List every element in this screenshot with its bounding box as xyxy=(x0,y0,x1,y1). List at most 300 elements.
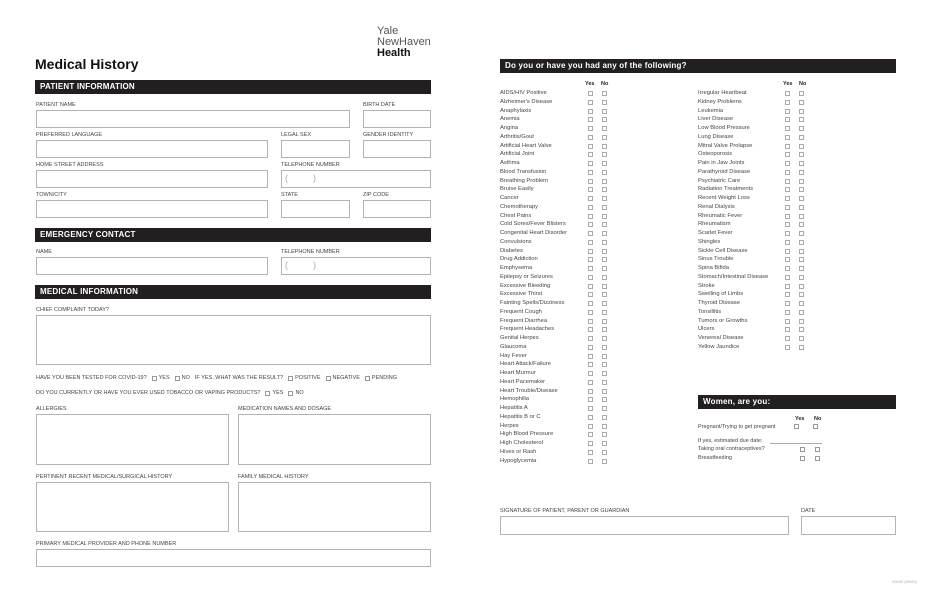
medical-information-header: MEDICAL INFORMATION xyxy=(35,285,431,299)
logo-line-2: NewHaven xyxy=(377,36,431,48)
condition-row xyxy=(500,395,620,404)
women-no-header: No xyxy=(814,416,822,422)
condition-no-checkbox[interactable] xyxy=(602,441,607,446)
condition-no-checkbox[interactable] xyxy=(602,214,607,219)
condition-label: Mitral Valve Prolapse xyxy=(698,142,753,149)
condition-no-checkbox[interactable] xyxy=(602,187,607,192)
condition-label: Chemotherapy xyxy=(500,203,539,210)
condition-yes-checkbox[interactable] xyxy=(785,345,790,350)
condition-row xyxy=(698,317,818,326)
covid-no-checkbox[interactable] xyxy=(175,376,180,381)
page-title: Medical History xyxy=(35,56,139,72)
condition-yes-checkbox[interactable] xyxy=(588,406,593,411)
condition-yes-checkbox[interactable] xyxy=(785,240,790,245)
condition-yes-checkbox[interactable] xyxy=(588,441,593,446)
condition-no-checkbox[interactable] xyxy=(602,310,607,315)
condition-no-checkbox[interactable] xyxy=(602,406,607,411)
condition-row xyxy=(500,229,620,238)
condition-row xyxy=(500,317,620,326)
condition-no-checkbox[interactable] xyxy=(602,152,607,157)
covid-result-question: IF YES, WHAT WAS THE RESULT? xyxy=(194,375,284,381)
condition-no-checkbox[interactable] xyxy=(799,170,804,175)
condition-no-checkbox[interactable] xyxy=(799,91,804,96)
medication-label: MEDICATION NAMES AND DOSAGE xyxy=(238,406,332,412)
condition-label: Heart Pacemaker xyxy=(500,378,546,385)
condition-row xyxy=(500,422,620,431)
condition-no-checkbox[interactable] xyxy=(602,345,607,350)
covid-question-text: HAVE YOU BEEN TESTED FOR COVID-19? xyxy=(36,375,147,381)
condition-yes-checkbox[interactable] xyxy=(588,179,593,184)
condition-no-checkbox[interactable] xyxy=(602,231,607,236)
condition-yes-checkbox[interactable] xyxy=(588,187,593,192)
condition-label: Cold Sores/Fever Blisters xyxy=(500,221,566,228)
condition-label: Rheumatism xyxy=(698,221,731,228)
condition-no-checkbox[interactable] xyxy=(799,266,804,271)
condition-yes-checkbox[interactable] xyxy=(588,371,593,376)
condition-no-checkbox[interactable] xyxy=(602,284,607,289)
condition-row xyxy=(698,168,818,177)
condition-row xyxy=(698,159,818,168)
town-city-field[interactable] xyxy=(36,200,268,218)
condition-no-checkbox[interactable] xyxy=(602,336,607,341)
condition-label: Parathyroid Disease xyxy=(698,168,751,175)
condition-no-checkbox[interactable] xyxy=(799,301,804,306)
condition-yes-checkbox[interactable] xyxy=(785,135,790,140)
condition-row xyxy=(500,430,620,439)
condition-label: Irregular Heartbeat xyxy=(698,90,747,96)
condition-yes-checkbox[interactable] xyxy=(588,459,593,464)
condition-yes-checkbox[interactable] xyxy=(785,126,790,131)
condition-no-checkbox[interactable] xyxy=(602,397,607,402)
condition-yes-checkbox[interactable] xyxy=(588,397,593,402)
condition-row xyxy=(500,360,620,369)
condition-yes-checkbox[interactable] xyxy=(588,450,593,455)
condition-label: Thyroid Disease xyxy=(698,300,740,306)
condition-row xyxy=(698,107,818,116)
condition-row xyxy=(698,343,818,352)
condition-yes-checkbox[interactable] xyxy=(785,196,790,201)
condition-no-checkbox[interactable] xyxy=(799,327,804,332)
chief-complaint-label: CHIEF COMPLAINT TODAY? xyxy=(36,307,109,313)
condition-no-checkbox[interactable] xyxy=(602,362,607,367)
condition-yes-checkbox[interactable] xyxy=(588,135,593,140)
telephone-number-label: TELEPHONE NUMBER xyxy=(281,162,340,168)
condition-row xyxy=(698,229,818,238)
condition-no-checkbox[interactable] xyxy=(799,345,804,350)
condition-no-checkbox[interactable] xyxy=(602,135,607,140)
condition-label: Sinus Trouble xyxy=(698,256,734,263)
ec-telephone-field[interactable] xyxy=(281,257,431,275)
condition-label: Leukemia xyxy=(698,107,724,114)
condition-yes-checkbox[interactable] xyxy=(785,170,790,175)
condition-no-checkbox[interactable] xyxy=(602,292,607,297)
condition-yes-checkbox[interactable] xyxy=(588,362,593,367)
condition-label: Spina Bifida xyxy=(698,265,729,271)
condition-no-checkbox[interactable] xyxy=(602,117,607,122)
condition-label: Stomach/Intestinal Disease xyxy=(698,273,769,280)
home-street-address-field[interactable] xyxy=(36,170,268,188)
condition-label: Venereal Disease xyxy=(698,335,744,341)
condition-yes-checkbox[interactable] xyxy=(588,214,593,219)
chief-complaint-field[interactable] xyxy=(36,315,431,365)
condition-yes-checkbox[interactable] xyxy=(785,179,790,184)
primary-provider-field[interactable] xyxy=(36,549,431,567)
condition-label: Blood Transfusion xyxy=(500,168,547,175)
condition-label: Chest Pains xyxy=(500,212,532,219)
condition-label: Radiation Treatments xyxy=(698,186,754,193)
contraceptives-no-checkbox[interactable] xyxy=(815,447,820,452)
condition-yes-checkbox[interactable] xyxy=(785,292,790,297)
condition-yes-checkbox[interactable] xyxy=(588,292,593,297)
condition-label: Psychiatric Care xyxy=(698,177,741,184)
condition-row xyxy=(500,343,620,352)
zip-code-field[interactable] xyxy=(363,200,431,218)
condition-yes-checkbox[interactable] xyxy=(785,100,790,105)
condition-no-checkbox[interactable] xyxy=(602,319,607,324)
condition-label: Pain in Jaw Joints xyxy=(698,160,745,166)
birth-date-label: BIRTH DATE xyxy=(363,102,396,108)
left-no-header: No xyxy=(601,81,609,87)
signature-label: SIGNATURE OF PATIENT, PARENT OR GUARDIAN xyxy=(500,508,630,514)
gender-identity-field[interactable] xyxy=(363,140,431,158)
condition-label: Hepatitis A xyxy=(500,405,528,411)
condition-no-checkbox[interactable] xyxy=(602,222,607,227)
ec-area-code-open-paren: ( xyxy=(285,260,288,270)
condition-yes-checkbox[interactable] xyxy=(588,117,593,122)
condition-no-checkbox[interactable] xyxy=(602,100,607,105)
condition-yes-checkbox[interactable] xyxy=(785,144,790,149)
patient-name-field[interactable] xyxy=(36,110,350,128)
gender-identity-label: GENDER IDENTITY xyxy=(363,132,414,138)
covid-yes-label: YES xyxy=(158,375,170,381)
condition-yes-checkbox[interactable] xyxy=(785,275,790,280)
condition-no-checkbox[interactable] xyxy=(602,380,607,385)
signature-field[interactable] xyxy=(500,516,789,535)
condition-row xyxy=(500,290,620,299)
negative-checkbox[interactable] xyxy=(326,376,331,381)
condition-yes-checkbox[interactable] xyxy=(785,91,790,96)
legal-sex-label: LEGAL SEX xyxy=(281,132,312,138)
condition-no-checkbox[interactable] xyxy=(602,275,607,280)
condition-no-checkbox[interactable] xyxy=(602,126,607,131)
condition-row xyxy=(500,150,620,159)
covid-no-label: NO xyxy=(181,375,190,381)
home-street-address-label: HOME STREET ADDRESS xyxy=(36,162,104,168)
pregnant-no-checkbox[interactable] xyxy=(813,424,818,429)
condition-row xyxy=(698,247,818,256)
condition-no-checkbox[interactable] xyxy=(602,240,607,245)
contraceptives-yes-checkbox[interactable] xyxy=(800,447,805,452)
positive-label: POSITIVE xyxy=(295,375,321,381)
condition-yes-checkbox[interactable] xyxy=(588,170,593,175)
condition-row xyxy=(500,448,620,457)
state-field[interactable] xyxy=(281,200,350,218)
condition-label: Artificial Joint xyxy=(500,151,535,158)
condition-no-checkbox[interactable] xyxy=(799,292,804,297)
condition-row xyxy=(698,255,818,264)
condition-yes-checkbox[interactable] xyxy=(785,336,790,341)
condition-no-checkbox[interactable] xyxy=(799,152,804,157)
condition-no-checkbox[interactable] xyxy=(602,91,607,96)
condition-yes-checkbox[interactable] xyxy=(588,109,593,114)
condition-yes-checkbox[interactable] xyxy=(588,310,593,315)
condition-yes-checkbox[interactable] xyxy=(588,205,593,210)
condition-yes-checkbox[interactable] xyxy=(588,319,593,324)
condition-yes-checkbox[interactable] xyxy=(785,327,790,332)
condition-row xyxy=(500,378,620,387)
surgical-history-label: PERTINENT RECENT MEDICAL/SURGICAL HISTORY xyxy=(36,474,173,480)
condition-yes-checkbox[interactable] xyxy=(785,205,790,210)
condition-yes-checkbox[interactable] xyxy=(588,424,593,429)
condition-yes-checkbox[interactable] xyxy=(588,327,593,332)
tobacco-no-checkbox[interactable] xyxy=(288,391,293,396)
condition-no-checkbox[interactable] xyxy=(799,205,804,210)
signature-date-label: DATE xyxy=(801,508,816,514)
condition-no-checkbox[interactable] xyxy=(799,257,804,262)
condition-yes-checkbox[interactable] xyxy=(588,152,593,157)
condition-label: Convulsions xyxy=(500,238,532,245)
condition-row xyxy=(698,264,818,273)
condition-yes-checkbox[interactable] xyxy=(588,196,593,201)
condition-no-checkbox[interactable] xyxy=(602,415,607,420)
patient-name-label: PATIENT NAME xyxy=(36,102,76,108)
condition-no-checkbox[interactable] xyxy=(799,275,804,280)
condition-yes-checkbox[interactable] xyxy=(588,275,593,280)
condition-no-checkbox[interactable] xyxy=(799,222,804,227)
condition-yes-checkbox[interactable] xyxy=(588,336,593,341)
preferred-language-label: PREFERRED LANGUAGE xyxy=(36,132,103,138)
condition-yes-checkbox[interactable] xyxy=(588,161,593,166)
condition-yes-checkbox[interactable] xyxy=(588,415,593,420)
condition-label: Heart Murmur xyxy=(500,370,536,376)
condition-no-checkbox[interactable] xyxy=(602,301,607,306)
condition-no-checkbox[interactable] xyxy=(799,117,804,122)
condition-yes-checkbox[interactable] xyxy=(785,152,790,157)
covid-yes-checkbox[interactable] xyxy=(152,376,157,381)
condition-yes-checkbox[interactable] xyxy=(785,231,790,236)
condition-yes-checkbox[interactable] xyxy=(588,380,593,385)
condition-yes-checkbox[interactable] xyxy=(785,187,790,192)
condition-row xyxy=(500,457,620,466)
condition-yes-checkbox[interactable] xyxy=(785,310,790,315)
signature-date-field[interactable] xyxy=(801,516,896,535)
condition-label: Scarlet Fever xyxy=(698,230,733,236)
condition-no-checkbox[interactable] xyxy=(602,179,607,184)
preferred-language-field[interactable] xyxy=(36,140,268,158)
condition-label: Fainting Spells/Dizziness xyxy=(500,300,565,306)
allergies-field[interactable] xyxy=(36,414,229,465)
condition-label: Genital Herpes xyxy=(500,335,539,341)
condition-no-checkbox[interactable] xyxy=(799,249,804,254)
area-code-open-paren: ( xyxy=(285,173,288,183)
condition-yes-checkbox[interactable] xyxy=(588,284,593,289)
breastfeeding-label: Breastfeeding xyxy=(698,455,732,461)
condition-label: Heart Attack/Failure xyxy=(500,361,551,368)
condition-yes-checkbox[interactable] xyxy=(785,249,790,254)
condition-row xyxy=(698,194,818,203)
condition-label: Rheumatic Fever xyxy=(698,212,743,219)
condition-no-checkbox[interactable] xyxy=(602,144,607,149)
condition-row xyxy=(500,185,620,194)
condition-label: Alzheimer's Disease xyxy=(500,98,553,105)
condition-row xyxy=(500,142,620,151)
condition-label: Hives or Rash xyxy=(500,448,537,455)
condition-no-checkbox[interactable] xyxy=(799,161,804,166)
conditions-list-right xyxy=(698,89,818,352)
condition-no-checkbox[interactable] xyxy=(799,100,804,105)
area-code-close-paren: ) xyxy=(313,173,316,183)
condition-yes-checkbox[interactable] xyxy=(785,214,790,219)
condition-no-checkbox[interactable] xyxy=(799,284,804,289)
legal-sex-field[interactable] xyxy=(281,140,350,158)
surgical-history-field[interactable] xyxy=(36,482,229,532)
condition-no-checkbox[interactable] xyxy=(602,354,607,359)
condition-row xyxy=(698,220,818,229)
condition-row xyxy=(698,212,818,221)
condition-no-checkbox[interactable] xyxy=(602,266,607,271)
condition-label: Excessive Bleeding xyxy=(500,282,551,289)
condition-row xyxy=(500,334,620,343)
condition-yes-checkbox[interactable] xyxy=(588,240,593,245)
condition-no-checkbox[interactable] xyxy=(799,319,804,324)
condition-label: Liver Disease xyxy=(698,116,734,123)
condition-no-checkbox[interactable] xyxy=(799,336,804,341)
condition-row xyxy=(698,177,818,186)
breastfeeding-no-checkbox[interactable] xyxy=(815,456,820,461)
condition-label: Yellow Jaundice xyxy=(698,343,740,350)
condition-yes-checkbox[interactable] xyxy=(785,117,790,122)
condition-row xyxy=(500,159,620,168)
condition-no-checkbox[interactable] xyxy=(602,161,607,166)
women-header: Women, are you: xyxy=(698,395,896,409)
ec-name-field[interactable] xyxy=(36,257,268,275)
condition-yes-checkbox[interactable] xyxy=(588,91,593,96)
condition-label: Artificial Heart Valve xyxy=(500,142,552,149)
condition-label: Emphysema xyxy=(500,265,533,271)
condition-no-checkbox[interactable] xyxy=(799,109,804,114)
pending-checkbox[interactable] xyxy=(365,376,370,381)
condition-no-checkbox[interactable] xyxy=(602,450,607,455)
condition-row xyxy=(500,107,620,116)
logo-line-3: Health xyxy=(377,47,411,59)
condition-no-checkbox[interactable] xyxy=(602,432,607,437)
condition-row xyxy=(500,220,620,229)
condition-no-checkbox[interactable] xyxy=(602,424,607,429)
condition-row xyxy=(500,273,620,282)
condition-no-checkbox[interactable] xyxy=(602,109,607,114)
condition-yes-checkbox[interactable] xyxy=(588,345,593,350)
condition-row xyxy=(500,115,620,124)
condition-no-checkbox[interactable] xyxy=(799,214,804,219)
condition-yes-checkbox[interactable] xyxy=(588,389,593,394)
yale-newhaven-health-logo xyxy=(377,26,431,59)
covid-question-row xyxy=(36,375,397,381)
women-yes-header: Yes xyxy=(795,416,805,422)
condition-no-checkbox[interactable] xyxy=(602,389,607,394)
right-no-header: No xyxy=(799,81,807,87)
due-date-line[interactable] xyxy=(770,443,822,444)
condition-no-checkbox[interactable] xyxy=(799,187,804,192)
condition-label: AIDS/HIV Positive xyxy=(500,90,547,96)
condition-yes-checkbox[interactable] xyxy=(588,126,593,131)
logo-line-1: Yale xyxy=(377,25,399,37)
medication-field[interactable] xyxy=(238,414,431,465)
condition-row xyxy=(500,308,620,317)
condition-row xyxy=(698,115,818,124)
condition-row xyxy=(500,282,620,291)
condition-no-checkbox[interactable] xyxy=(799,310,804,315)
condition-no-checkbox[interactable] xyxy=(799,196,804,201)
condition-no-checkbox[interactable] xyxy=(799,144,804,149)
telephone-number-field[interactable] xyxy=(281,170,431,188)
tobacco-no-label: NO xyxy=(295,390,304,396)
tobacco-question-row xyxy=(36,390,304,396)
condition-yes-checkbox[interactable] xyxy=(588,144,593,149)
condition-no-checkbox[interactable] xyxy=(602,170,607,175)
condition-no-checkbox[interactable] xyxy=(602,257,607,262)
tobacco-yes-checkbox[interactable] xyxy=(265,391,270,396)
condition-yes-checkbox[interactable] xyxy=(588,231,593,236)
condition-row xyxy=(500,404,620,413)
state-label: STATE xyxy=(281,192,298,198)
condition-no-checkbox[interactable] xyxy=(799,240,804,245)
condition-yes-checkbox[interactable] xyxy=(588,354,593,359)
condition-no-checkbox[interactable] xyxy=(602,371,607,376)
conditions-header: Do you or have you had any of the following? xyxy=(500,59,896,73)
birth-date-field[interactable] xyxy=(363,110,431,128)
condition-no-checkbox[interactable] xyxy=(602,249,607,254)
condition-no-checkbox[interactable] xyxy=(799,126,804,131)
due-date-label: If yes, estimated due date: xyxy=(698,438,763,444)
condition-yes-checkbox[interactable] xyxy=(785,222,790,227)
condition-row xyxy=(698,133,818,142)
condition-yes-checkbox[interactable] xyxy=(785,257,790,262)
condition-yes-checkbox[interactable] xyxy=(785,284,790,289)
contraceptives-label: Taking oral contraceptives? xyxy=(698,446,765,452)
condition-yes-checkbox[interactable] xyxy=(785,266,790,271)
condition-yes-checkbox[interactable] xyxy=(785,109,790,114)
condition-no-checkbox[interactable] xyxy=(799,179,804,184)
condition-yes-checkbox[interactable] xyxy=(588,249,593,254)
condition-yes-checkbox[interactable] xyxy=(588,222,593,227)
condition-label: Frequent Cough xyxy=(500,308,542,315)
condition-no-checkbox[interactable] xyxy=(602,327,607,332)
condition-no-checkbox[interactable] xyxy=(602,196,607,201)
condition-label: Frequent Headaches xyxy=(500,326,555,333)
condition-yes-checkbox[interactable] xyxy=(785,319,790,324)
pregnant-yes-checkbox[interactable] xyxy=(794,424,799,429)
condition-yes-checkbox[interactable] xyxy=(588,266,593,271)
condition-yes-checkbox[interactable] xyxy=(785,161,790,166)
condition-label: Diabetes xyxy=(500,247,523,254)
condition-no-checkbox[interactable] xyxy=(602,459,607,464)
breastfeeding-yes-checkbox[interactable] xyxy=(800,456,805,461)
condition-yes-checkbox[interactable] xyxy=(588,432,593,437)
condition-no-checkbox[interactable] xyxy=(799,135,804,140)
condition-yes-checkbox[interactable] xyxy=(588,257,593,262)
condition-row xyxy=(500,98,620,107)
condition-label: Osteoporosis xyxy=(698,151,733,158)
family-history-field[interactable] xyxy=(238,482,431,532)
condition-yes-checkbox[interactable] xyxy=(588,100,593,105)
positive-checkbox[interactable] xyxy=(288,376,293,381)
condition-yes-checkbox[interactable] xyxy=(588,301,593,306)
condition-no-checkbox[interactable] xyxy=(799,231,804,236)
condition-yes-checkbox[interactable] xyxy=(785,301,790,306)
condition-label: Renal Dialysis xyxy=(698,203,735,210)
condition-no-checkbox[interactable] xyxy=(602,205,607,210)
condition-row xyxy=(698,325,818,334)
